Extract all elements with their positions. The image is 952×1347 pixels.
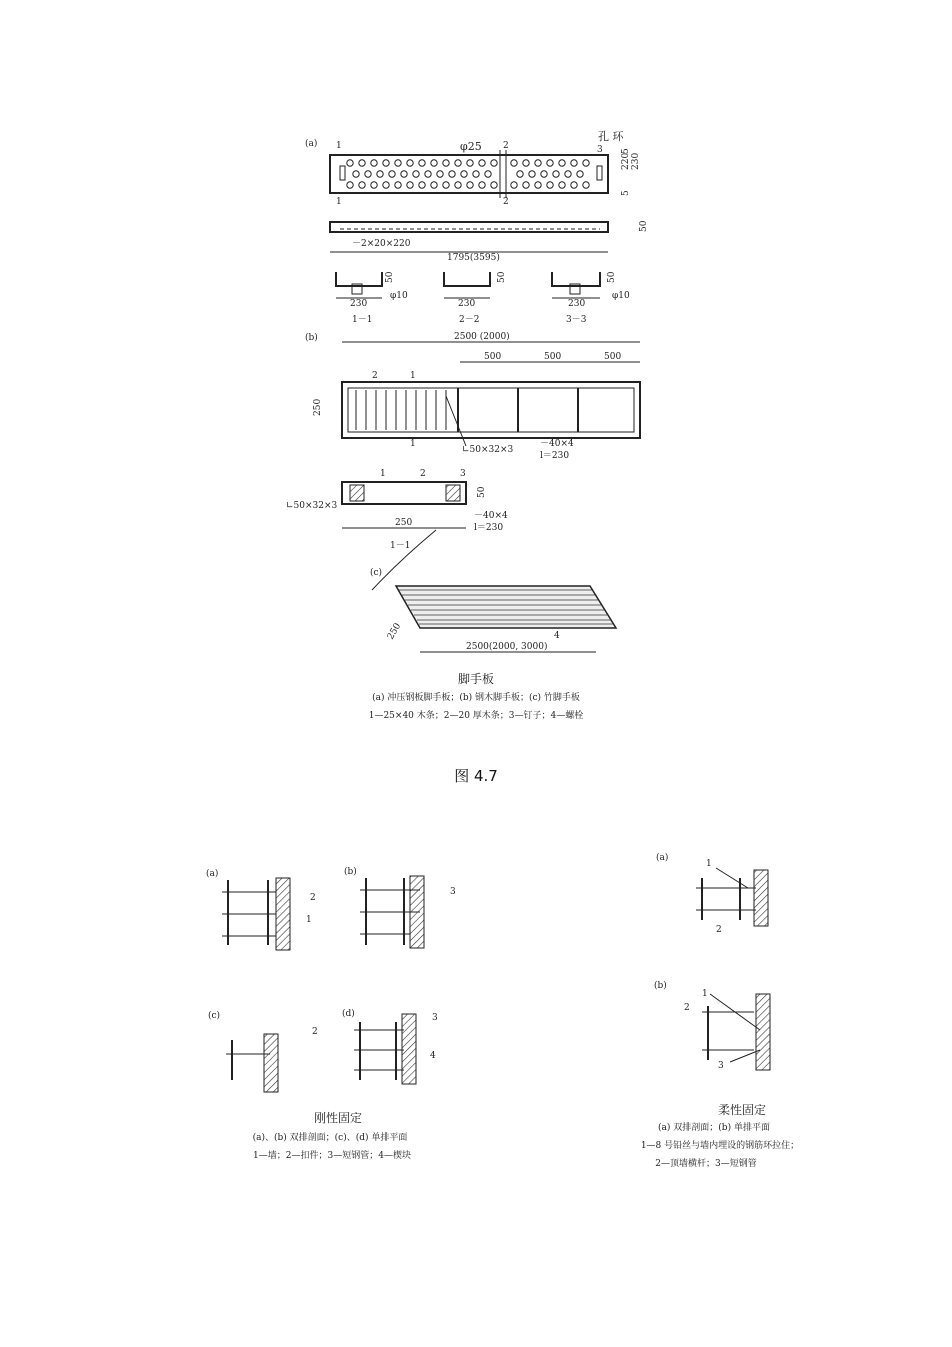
rigid-c-callout-2: 2: [312, 1027, 318, 1037]
strap-length-label: l＝230: [540, 451, 570, 461]
flex-a-callout-1: 1: [706, 859, 712, 869]
rigid-a-callout-1: 1: [306, 915, 312, 925]
section-2-name: 2－2: [459, 315, 480, 325]
spacing-2: 500: [544, 352, 562, 362]
hole-diameter-label: φ25: [460, 140, 482, 153]
section-callout-1: 1: [380, 469, 386, 479]
section-3-3: [552, 271, 630, 325]
spacing-3: 500: [604, 352, 622, 362]
strap-label: －40×4: [540, 439, 574, 449]
flex-b-drawing: [702, 994, 770, 1070]
section-mark-1-top: 1: [336, 141, 342, 151]
rigid-d-drawing: [354, 1014, 416, 1084]
angle-steel-label: ∟50×32×3: [462, 445, 514, 455]
section-mark-3-top: 3: [597, 145, 603, 155]
board-b-length: 2500 (2000): [454, 332, 510, 342]
rigid-fixing-legend-1: (a)、(b) 双排剖面；(c)、(d) 单排平面: [252, 1133, 408, 1143]
flex-a-callout-2: 2: [716, 925, 722, 935]
board-width-dim: 220: [621, 152, 631, 170]
bamboo-length: 2500(2000, 3000): [466, 642, 548, 652]
rigid-b-callout-3: 3: [450, 887, 456, 897]
section-strap-label: －40×4: [474, 511, 508, 521]
section-strap-length: l＝230: [474, 523, 504, 533]
panel-c-bamboo-board: [370, 567, 616, 652]
section-mark-1-bottom: 1: [336, 197, 342, 207]
rigid-panel-a-label: (a): [206, 869, 219, 879]
board-length-dim: 1795(3595): [447, 253, 500, 263]
section-mark-2-bottom: 2: [503, 197, 509, 207]
flex-b-callout-1: 1: [702, 989, 708, 999]
rigid-b-drawing: [360, 876, 424, 948]
flexible-fixing-legend-2: 1—8 号铅丝与墙内埋设的钢筋环拉住；: [640, 1141, 800, 1151]
callout-2-plan: 2: [372, 371, 378, 381]
section-2-2: [444, 271, 507, 325]
rigid-fixing-figure: [206, 866, 456, 1161]
ring-label: 孔 环: [598, 130, 624, 143]
scaffold-board-title: 脚手板: [457, 672, 495, 686]
flex-b-callout-2: 2: [684, 1003, 690, 1013]
rigid-panel-c-label: (c): [208, 1011, 221, 1021]
flex-b-callout-3: 3: [718, 1061, 724, 1071]
panel-c-label: (c): [370, 568, 383, 578]
section-b-width: 250: [395, 518, 413, 528]
bolt-callout: 4: [554, 631, 560, 641]
rigid-a-callout-2: 2: [310, 893, 316, 903]
callout-1-plan-bottom: 1: [410, 439, 416, 449]
scaffold-board-legend-2: 1—25×40 木条；2—20 厚木条；3—钉子；4—螺栓: [368, 711, 584, 721]
section-2-width: 230: [458, 299, 476, 309]
spacing-1: 500: [484, 352, 502, 362]
section-b-height: 50: [477, 486, 487, 498]
rigid-d-callout-4: 4: [430, 1051, 436, 1061]
section-3-height: 50: [607, 271, 617, 283]
section-callout-3: 3: [460, 469, 466, 479]
rigid-d-callout-3: 3: [432, 1013, 438, 1023]
flex-panel-a-label: (a): [656, 853, 669, 863]
plate-size-label: －2×20×220: [352, 239, 411, 249]
wood-strip-left: [350, 485, 364, 501]
figure-caption: 图 4.7: [454, 767, 498, 785]
section-3-name: 3－3: [566, 315, 587, 325]
board-b-width: 250: [313, 398, 323, 416]
rigid-c-drawing: [226, 1034, 278, 1092]
section-1-bar: φ10: [390, 291, 408, 301]
section-callout-2: 2: [420, 469, 426, 479]
section-1-height: 50: [385, 271, 395, 283]
callout-1-plan-top: 1: [410, 371, 416, 381]
flexible-fixing-title: 柔性固定: [717, 1103, 767, 1117]
section-2-height: 50: [497, 271, 507, 283]
bamboo-width: 250: [385, 621, 404, 642]
steel-board-elevation: [330, 222, 608, 232]
section-1-name: 1－1: [352, 315, 373, 325]
flex-a-drawing: [696, 868, 768, 926]
section-mark-2-top: 2: [503, 141, 509, 151]
panel-b-label: (b): [305, 333, 318, 343]
flexible-fixing-legend-3: 2—顶墙横杆；3—短钢管: [655, 1159, 757, 1169]
section-3-width: 230: [568, 299, 586, 309]
scaffold-board-legend-1: (a) 冲压钢板脚手板；(b) 钢木脚手板；(c) 竹脚手板: [372, 693, 580, 703]
rigid-fixing-title: 刚性固定: [313, 1111, 363, 1125]
section-3-bar: φ10: [612, 291, 630, 301]
section-angle-label: ∟50×32×3: [286, 501, 338, 511]
section-1-1: [336, 271, 408, 325]
wood-strip-right: [446, 485, 460, 501]
panel-b-steel-wood-board: [286, 331, 640, 590]
wood-slats: [356, 388, 578, 432]
steel-wood-board-plan: [342, 382, 640, 438]
edge-dim-bottom: 5: [621, 190, 631, 196]
panel-a-steel-board: [305, 129, 649, 325]
rigid-a-drawing: [222, 878, 290, 950]
bamboo-board: [396, 586, 616, 628]
panel-a-label: (a): [305, 139, 318, 149]
rigid-panel-d-label: (d): [342, 1009, 355, 1019]
rigid-panel-b-label: (b): [344, 867, 357, 877]
flex-panel-b-label: (b): [654, 981, 667, 991]
flexible-fixing-legend-1: (a) 双排剖面；(b) 单排平面: [658, 1123, 770, 1133]
section-1-width: 230: [350, 299, 368, 309]
rigid-fixing-legend-2: 1—墙；2—扣件；3—短钢管；4—楔块: [253, 1151, 411, 1161]
elevation-height-dim: 50: [639, 220, 649, 232]
section-b-name: 1－1: [390, 541, 411, 551]
hole-grid: [340, 160, 602, 188]
flexible-fixing-figure: [641, 852, 799, 1169]
board-outer-dim: 230: [631, 152, 641, 170]
edge-dim-top: 5: [621, 148, 631, 154]
